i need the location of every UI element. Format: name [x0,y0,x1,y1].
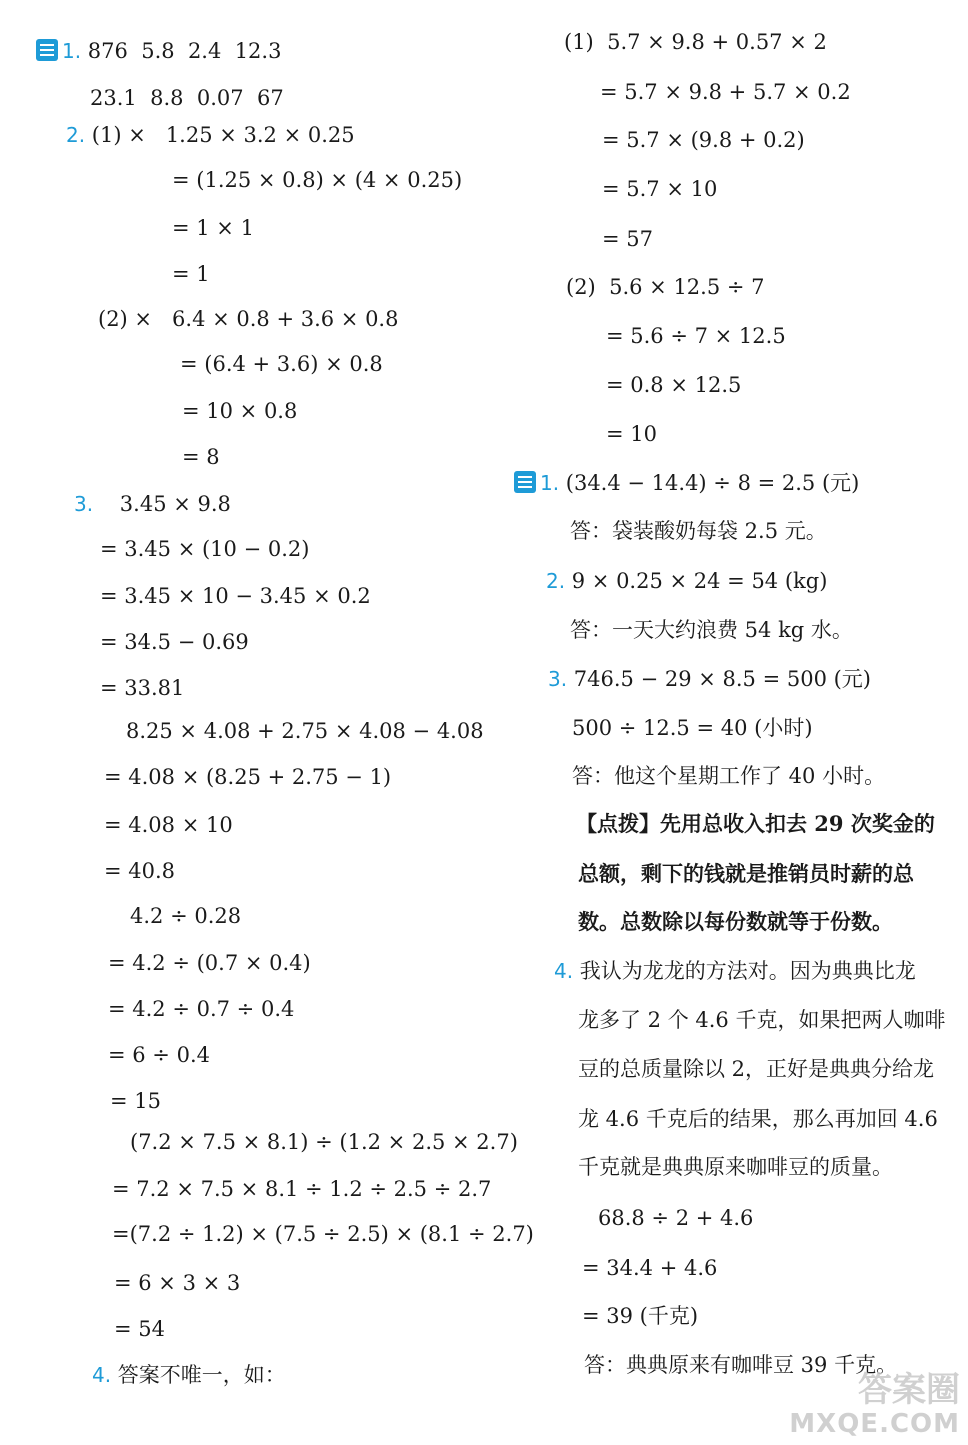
line-text: 答案不唯一，如： [111,1363,286,1387]
answer-line [92,1362,286,1388]
line-text: (34.4 − 14.4) ÷ 8 = 2.5 (元) [559,471,860,495]
answer-line [172,215,254,241]
line-text: 龙 4.6 千克后的结果，那么再加回 4.6 [578,1107,938,1131]
question-number: 3. [548,667,568,691]
line-text: (2) × 6.4 × 0.8 + 3.6 × 0.8 [98,307,399,331]
answer-line [104,764,391,790]
line-text: =(7.2 ÷ 1.2) × (7.5 ÷ 2.5) × (8.1 ÷ 2.7) [112,1222,534,1246]
line-text: 876 5.8 2.4 12.3 [81,39,282,63]
answer-line [100,629,249,655]
answer-line [578,909,893,935]
line-text: 9 × 0.25 × 24 = 54 (kg) [565,569,828,593]
answer-line [130,1129,518,1155]
line-text: = 6 ÷ 0.4 [108,1043,210,1067]
answer-line [572,763,885,789]
answer-line [576,811,935,837]
answer-line [100,583,371,609]
line-text: = 8 [182,445,220,469]
watermark-url: MXQE.COM [789,1409,960,1439]
answer-line [582,1255,717,1281]
answer-line [182,444,220,470]
answer-line [104,858,175,884]
line-text: = 4.08 × 10 [104,813,233,837]
line-text: = 1 × 1 [172,216,254,240]
line-text: = 1 [172,262,210,286]
line-text: 8.25 × 4.08 + 2.75 × 4.08 − 4.08 [126,719,484,743]
line-text: 746.5 − 29 × 8.5 = 500 (元) [567,667,871,691]
watermark-logo-text: 答案圈 [858,1370,960,1410]
answer-line [546,568,827,594]
answer-line [100,536,309,562]
line-text: = 54 [114,1317,165,1341]
answer-line [606,323,786,349]
answer-line [110,1088,161,1114]
line-text: 答：袋装酸奶每袋 2.5 元。 [570,519,827,543]
line-text: = 34.4 + 4.6 [582,1256,718,1280]
question-number: 3. [74,492,94,516]
line-text: 数。总数除以每份数就等于份数。 [578,909,893,934]
line-text: (1) × 1.25 × 3.2 × 0.25 [85,123,355,147]
line-text: (1) 5.7 × 9.8 + 0.57 × 2 [564,30,827,54]
answer-line [570,617,853,643]
answer-line [108,1042,210,1068]
answer-line [98,306,398,332]
line-text: (2) 5.6 × 12.5 ÷ 7 [566,275,765,299]
question-number: 4. [554,959,574,983]
line-text: 千克就是典典原来咖啡豆的质量。 [578,1155,893,1179]
answer-line [514,470,859,496]
line-text: 23.1 8.8 0.07 67 [90,86,284,110]
answer-line [114,1316,165,1342]
answer-line [598,1205,753,1231]
answer-line [602,226,653,252]
answer-line [108,996,294,1022]
line-text: 【点拨】先用总收入扣去 29 次奖金的 [576,811,935,836]
answer-line [564,29,827,55]
answer-line [36,38,281,64]
answer-line [572,715,813,741]
line-text: 龙多了 2 个 4.6 千克，如果把两人咖啡 [578,1008,946,1032]
line-text: = (6.4 + 3.6) × 0.8 [180,352,383,376]
line-text: 我认为龙龙的方法对。因为典典比龙 [573,959,916,983]
answer-line [114,1270,240,1296]
answer-line [182,398,297,424]
question-number: 4. [92,1363,112,1387]
line-text: = 34.5 − 0.69 [100,630,249,654]
answer-line [566,274,765,300]
line-text: = 33.81 [100,676,185,700]
answer-line [578,861,914,887]
answer-line [554,958,916,984]
answer-line [600,79,851,105]
answer-line [578,1154,893,1180]
line-text: 答：典典原来有咖啡豆 39 千克。 [584,1353,898,1377]
line-text: = 10 [606,422,657,446]
answer-line [582,1303,698,1329]
answer-line [606,421,657,447]
answer-line [578,1007,945,1033]
line-text: = 3.45 × 10 − 3.45 × 0.2 [100,584,371,608]
answer-line [602,176,717,202]
line-text: = 5.7 × 9.8 + 5.7 × 0.2 [600,80,851,104]
line-text: 500 ÷ 12.5 = 40 (小时) [572,716,813,740]
line-text: 答：他这个星期工作了 40 小时。 [572,764,886,788]
answer-line [100,675,184,701]
answer-line [90,85,284,111]
line-text: = 5.7 × (9.8 + 0.2) [602,128,805,152]
answer-line [602,127,805,153]
answer-line [172,261,210,287]
answer-line [578,1056,934,1082]
answer-line [126,718,484,744]
answer-line [570,518,827,544]
line-text: 总额，剩下的钱就是推销员时薪的总 [578,861,914,886]
line-text: = 0.8 × 12.5 [606,373,742,397]
section-three-icon [514,471,536,493]
answer-line [172,167,462,193]
line-text: = 5.6 ÷ 7 × 12.5 [606,324,786,348]
line-text: 3.45 × 9.8 [93,492,231,516]
line-text: 68.8 ÷ 2 + 4.6 [598,1206,754,1230]
line-text: = 3.45 × (10 − 0.2) [100,537,310,561]
answer-line [104,812,233,838]
question-number: 1. [62,39,82,63]
answer-line [112,1221,534,1247]
question-number: 2. [546,569,566,593]
line-text: = (1.25 × 0.8) × (4 × 0.25) [172,168,463,192]
answer-line [66,122,355,148]
answer-line [130,903,241,929]
watermark [789,1371,960,1439]
line-text: = 4.2 ÷ (0.7 × 0.4) [108,951,311,975]
section-three-icon [36,39,58,61]
answer-line [74,491,231,517]
line-text: = 40.8 [104,859,176,883]
answer-line [548,666,871,692]
question-number: 2. [66,123,86,147]
answer-line [180,351,383,377]
line-text: = 39 (千克) [582,1304,699,1328]
question-number: 1. [540,471,560,495]
answer-line [108,950,311,976]
line-text: = 15 [110,1089,161,1113]
answer-line [606,372,741,398]
line-text: = 10 × 0.8 [182,399,298,423]
answer-line [578,1106,938,1132]
line-text: 豆的总质量除以 2，正好是典典分给龙 [578,1057,935,1081]
line-text: 4.2 ÷ 0.28 [130,904,242,928]
line-text: 答：一天大约浪费 54 kg 水。 [570,618,853,642]
line-text: = 4.2 ÷ 0.7 ÷ 0.4 [108,997,295,1021]
line-text: = 7.2 × 7.5 × 8.1 ÷ 1.2 ÷ 2.5 ÷ 2.7 [112,1177,492,1201]
line-text: = 4.08 × (8.25 + 2.75 − 1) [104,765,392,789]
line-text: = 6 × 3 × 3 [114,1271,241,1295]
answer-line [112,1176,491,1202]
line-text: = 57 [602,227,653,251]
line-text: = 5.7 × 10 [602,177,718,201]
line-text: (7.2 × 7.5 × 8.1) ÷ (1.2 × 2.5 × 2.7) [130,1130,518,1154]
